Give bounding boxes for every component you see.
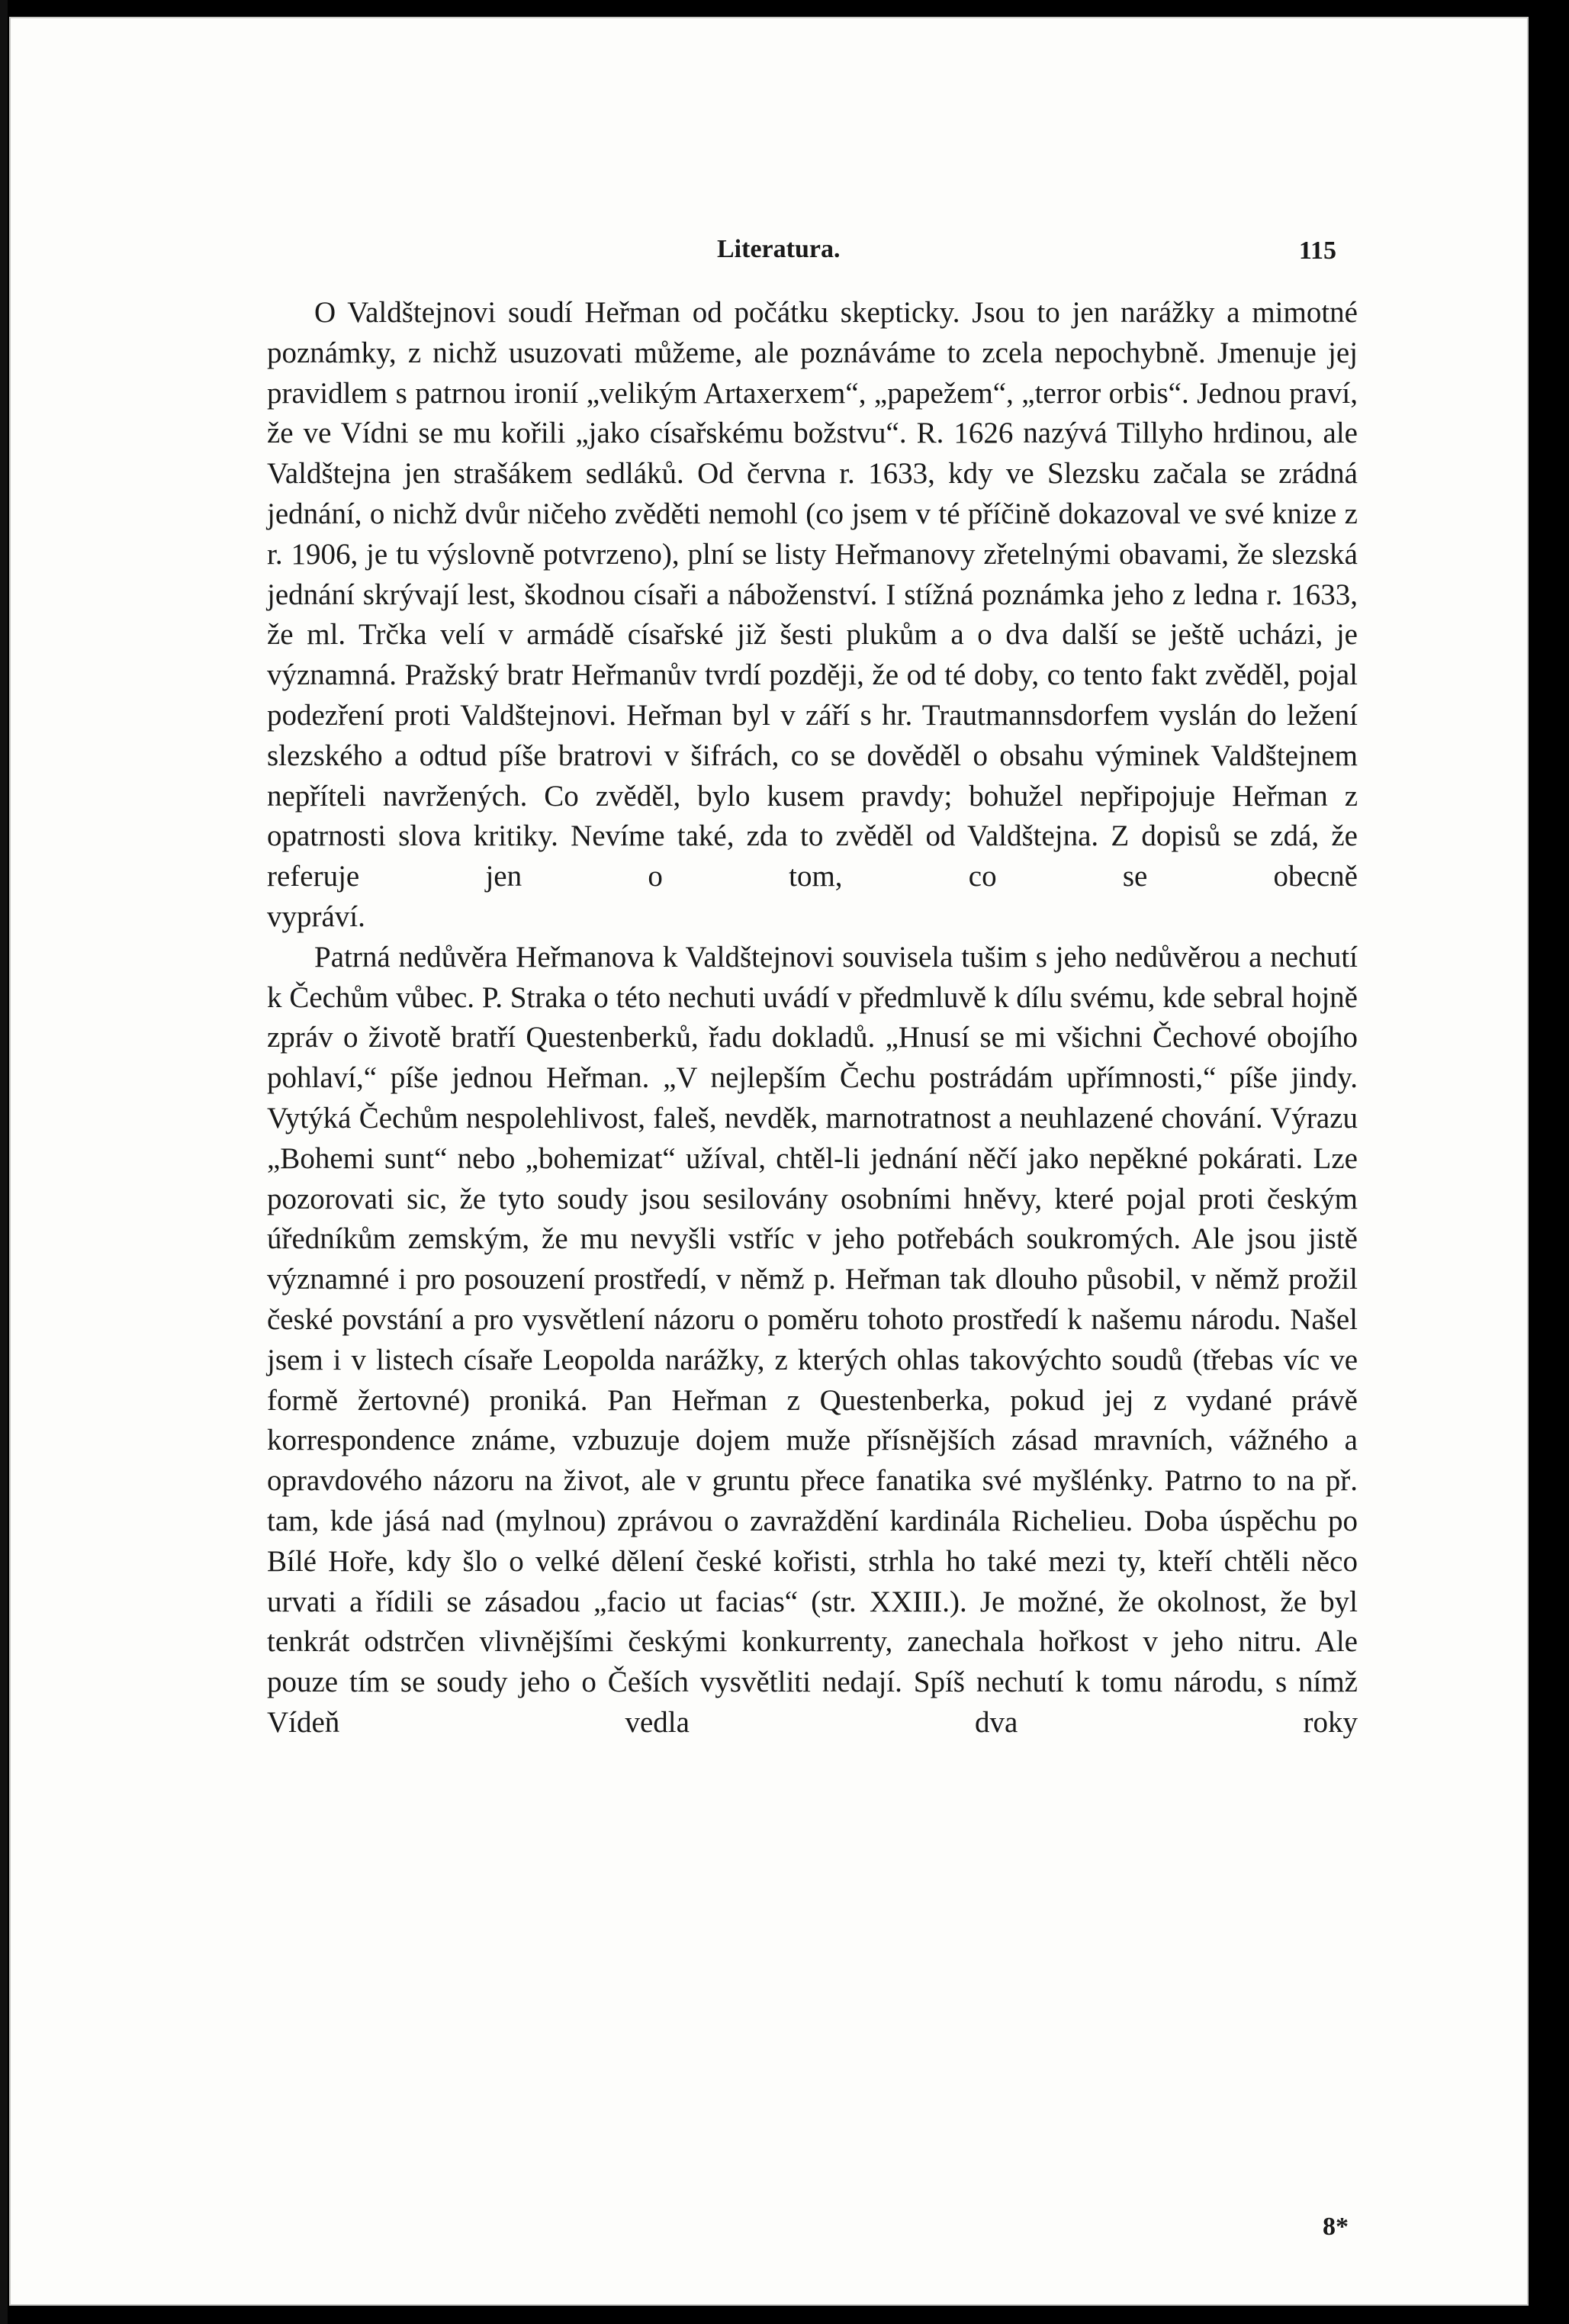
page-number: 115 — [1298, 237, 1336, 265]
text-block — [267, 232, 1358, 2241]
scan-edge — [0, 0, 8, 2324]
paragraph-1-last-line: vypráví. — [267, 900, 365, 933]
paragraph-2: Patrná nedůvěra Heřmanova k Valdštejnovi souvisela tušim s jeho nedůvěrou a nechutí k Čechům vůbec. P. Straka o této nechuti uvádí v předmluvě k dílu svému, kde sebral hojně zpráv o životě bratří Questenberků, řadu dokladů. „Hnusí se mi všichni Čechové obojího pohlaví,“ píše jednou Heřman. „V nejlepším Čechu postrádám upřímnosti,“ píše jindy. Vytýká Čechům nespolehlivost, faleš, nevděk, marnotratnost a neuhlazené chování. Výrazu „Bohemi sunt“ nebo „bohemizat“ užíval, chtěl-li jednání něčí jako nepěkné pokárati. Lze pozorovati sic, že tyto soudy jsou sesilovány osobními hněvy, které pojal proti českým úředníkům zemským, že mu nevyšli vstříc v jeho potřebách soukromých. Ale jsou jistě významné i pro posouzení prostředí, v němž p. Heřman tak dlouho působil, v němž prožil české povstání a pro vysvětlení názoru o poměru tohoto prostředí k našemu národu. Našel jsem i v listech císaře Leopolda narážky, z kterých ohlas takovýchto soudů (třebas víc ve formě žertovné) proniká. Pan Heřman z Questenberka, pokud jej z vydané právě korrespondence známe, vzbuzuje dojem muže přísnějších zásad mravních, vážného a opravdového názoru na život, ale v gruntu přece fanatika své myšlénky. Patrno to na př. tam, kde jásá nad (mylnou) zprávou o zavraždění kardinála Richelieu. Doba úspěchu po Bílé Hoře, kdy šlo o velké dělení české kořisti, strhla ho také mezi ty, kteří chtěli něco urvati a řídili se zásadou „facio ut facias“ (str. XXIII.). Je možné, že okolnost, že byl tenkrát odstrčen vlivnějšími českými konkurrenty, zanechala hořkost v jeho nitru. Ale pouze tím se soudy jeho o Češích vysvětliti nedají. Spíš nechutí k tomu národu, s nímž Vídeň vedla dva roky — [267, 940, 1358, 1739]
book-page — [9, 17, 1529, 2306]
signature-mark: 8* — [1323, 2213, 1349, 2241]
running-head — [267, 232, 1358, 278]
paragraph-1: O Valdštejnovi soudí Heřman od počátku skepticky. Jsou to jen narážky a mimotné poznámky, z nichž usuzovati můžeme, ale poznáváme to zcela nepochybně. Jmenuje jej pravidlem s patrnou ironií „velikým Artaxerxem“, „papežem“, „terror orbis“. Jednou praví, že ve Vídni se mu kořili „jako císařskému božstvu“. R. 1626 nazývá Tillyho hrdinou, ale Valdštejna jen strašákem sedláků. Od června r. 1633, kdy ve Slezsku začala se zrádná jednání, o nichž dvůr ničeho zvěděti nemohl (co jsem v té příčině dokazoval ve své knize z r. 1906, je tu výslovně potvrzeno), plní se listy Heřmanovy zřetelnými obavami, že slezská jednání skrývají lest, škodnou císaři a náboženství. I stížná poznámka jeho z ledna r. 1633, že ml. Trčka velí v armádě císařské již šesti plukům a o dva další se ještě ucházi, je významná. Pražský bratr Heřmanův tvrdí později, že od té doby, co tento fakt zvěděl, pojal podezření proti Valdštejnovi. Heřman byl v září s hr. Trautmannsdorfem vyslán do ležení slezského a odtud píše bratrovi v šifrách, co se dověděl o obsahu výminek Valdštejnem nepříteli navržených. Co zvěděl, bylo kusem pravdy; bohužel nepřipojuje Heřman z opatrnosti slova kritiky. Nevíme také, zda to zvěděl od Valdštejna. Z dopisů se zdá, že referuje jen o tom, co se obecně — [267, 296, 1358, 893]
running-head-title: Literatura. — [717, 235, 841, 263]
